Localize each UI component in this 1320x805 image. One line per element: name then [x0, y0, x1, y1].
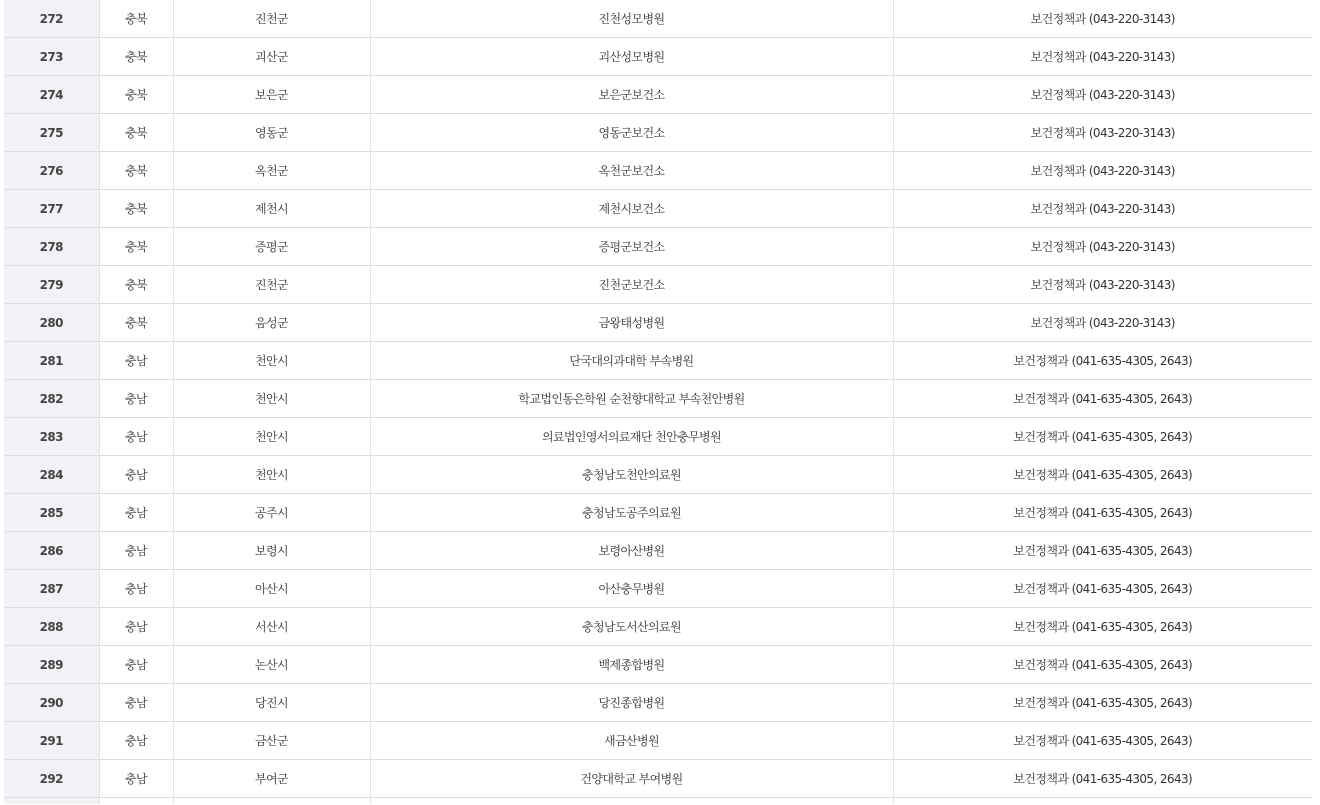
- institution-cell: 건양대학교 부여병원: [370, 760, 893, 798]
- institution-cell: 보령아산병원: [370, 532, 893, 570]
- city-cell: 아산시: [173, 570, 370, 608]
- contact-cell: 보건정책과 (041-635-4305, 2643): [893, 608, 1312, 646]
- contact-cell: 보건정책과 (041-635-4305, 2643): [893, 380, 1312, 418]
- institution-cell: 옥천군보건소: [370, 152, 893, 190]
- province-cell: 충북: [99, 114, 173, 152]
- table-row: [4, 152, 1312, 190]
- province-cell: 충남: [99, 418, 173, 456]
- row-number-cell: 283: [4, 418, 99, 456]
- table-row: [4, 380, 1312, 418]
- city-cell: 보은군: [173, 76, 370, 114]
- province-cell: 충북: [99, 190, 173, 228]
- contact-cell: 보건정책과 (041-635-4305, 2643): [893, 722, 1312, 760]
- row-number-cell: 290: [4, 684, 99, 722]
- row-number-cell: 276: [4, 152, 99, 190]
- row-number-cell: 289: [4, 646, 99, 684]
- table-row: [4, 190, 1312, 228]
- city-cell: 금산군: [173, 722, 370, 760]
- row-number-cell: 288: [4, 608, 99, 646]
- institution-cell: 충청남도서산의료원: [370, 608, 893, 646]
- row-number-cell: 279: [4, 266, 99, 304]
- contact-cell: 보건정책과 (041-635-4305, 2643): [893, 760, 1312, 798]
- row-number-cell: 291: [4, 722, 99, 760]
- institution-cell: 백제종합병원: [370, 646, 893, 684]
- empty-cell: [99, 798, 173, 805]
- institution-cell: 진천성모병원: [370, 0, 893, 38]
- city-cell: 옥천군: [173, 152, 370, 190]
- province-cell: 충북: [99, 152, 173, 190]
- contact-cell: 보건정책과 (043-220-3143): [893, 114, 1312, 152]
- table-row-partial: [4, 798, 1312, 805]
- contact-cell: 보건정책과 (041-635-4305, 2643): [893, 684, 1312, 722]
- institution-cell: 괴산성모병원: [370, 38, 893, 76]
- row-number-cell: 287: [4, 570, 99, 608]
- table-body: [4, 0, 1312, 804]
- table-row: [4, 760, 1312, 798]
- institution-cell: 영동군보건소: [370, 114, 893, 152]
- province-cell: 충북: [99, 0, 173, 38]
- row-number-cell: 281: [4, 342, 99, 380]
- city-cell: 천안시: [173, 456, 370, 494]
- province-cell: 충남: [99, 646, 173, 684]
- table-row: [4, 342, 1312, 380]
- table-row: [4, 532, 1312, 570]
- contact-cell: 보건정책과 (041-635-4305, 2643): [893, 342, 1312, 380]
- contact-cell: 보건정책과 (043-220-3143): [893, 266, 1312, 304]
- province-cell: 충남: [99, 380, 173, 418]
- city-cell: 천안시: [173, 380, 370, 418]
- institution-cell: 충청남도천안의료원: [370, 456, 893, 494]
- city-cell: 서산시: [173, 608, 370, 646]
- province-cell: 충남: [99, 456, 173, 494]
- institution-cell: 아산충무병원: [370, 570, 893, 608]
- row-number-cell: 273: [4, 38, 99, 76]
- province-cell: 충북: [99, 76, 173, 114]
- province-cell: 충남: [99, 722, 173, 760]
- contact-cell: 보건정책과 (043-220-3143): [893, 152, 1312, 190]
- table-row: [4, 418, 1312, 456]
- province-cell: 충남: [99, 494, 173, 532]
- table-row: [4, 684, 1312, 722]
- institution-cell: 진천군보건소: [370, 266, 893, 304]
- city-cell: 음성군: [173, 304, 370, 342]
- institution-cell: 증평군보건소: [370, 228, 893, 266]
- empty-cell: [370, 798, 893, 805]
- contact-cell: 보건정책과 (043-220-3143): [893, 304, 1312, 342]
- city-cell: 공주시: [173, 494, 370, 532]
- city-cell: 증평군: [173, 228, 370, 266]
- province-cell: 충남: [99, 608, 173, 646]
- institution-cell: 당진종합병원: [370, 684, 893, 722]
- city-cell: 당진시: [173, 684, 370, 722]
- table-row: [4, 228, 1312, 266]
- empty-cell: [893, 798, 1312, 805]
- institution-cell: 의료법인영서의료재단 천안충무병원: [370, 418, 893, 456]
- table-row: [4, 266, 1312, 304]
- row-number-cell: 272: [4, 0, 99, 38]
- row-number-cell: 275: [4, 114, 99, 152]
- city-cell: 진천군: [173, 266, 370, 304]
- institution-cell: 충청남도공주의료원: [370, 494, 893, 532]
- province-cell: 충남: [99, 684, 173, 722]
- city-cell: 논산시: [173, 646, 370, 684]
- empty-cell: [4, 798, 99, 805]
- contact-cell: 보건정책과 (043-220-3143): [893, 0, 1312, 38]
- contact-cell: 보건정책과 (043-220-3143): [893, 190, 1312, 228]
- contact-cell: 보건정책과 (043-220-3143): [893, 76, 1312, 114]
- row-number-cell: 285: [4, 494, 99, 532]
- city-cell: 괴산군: [173, 38, 370, 76]
- row-number-cell: 280: [4, 304, 99, 342]
- table-row: [4, 456, 1312, 494]
- institution-cell: 보은군보건소: [370, 76, 893, 114]
- contact-cell: 보건정책과 (041-635-4305, 2643): [893, 570, 1312, 608]
- row-number-cell: 274: [4, 76, 99, 114]
- table-row: [4, 0, 1312, 38]
- city-cell: 보령시: [173, 532, 370, 570]
- city-cell: 부여군: [173, 760, 370, 798]
- contact-cell: 보건정책과 (043-220-3143): [893, 228, 1312, 266]
- table-row: [4, 38, 1312, 76]
- province-cell: 충북: [99, 266, 173, 304]
- table-row: [4, 570, 1312, 608]
- table-row: [4, 76, 1312, 114]
- city-cell: 천안시: [173, 342, 370, 380]
- institution-cell: 학교법인동은학원 순천향대학교 부속천안병원: [370, 380, 893, 418]
- institution-cell: 금왕태성병원: [370, 304, 893, 342]
- institution-cell: 새금산병원: [370, 722, 893, 760]
- contact-cell: 보건정책과 (043-220-3143): [893, 38, 1312, 76]
- contact-cell: 보건정책과 (041-635-4305, 2643): [893, 532, 1312, 570]
- table-row: [4, 494, 1312, 532]
- institution-cell: 단국대의과대학 부속병원: [370, 342, 893, 380]
- city-cell: 영동군: [173, 114, 370, 152]
- row-number-cell: 282: [4, 380, 99, 418]
- row-number-cell: 284: [4, 456, 99, 494]
- province-cell: 충남: [99, 760, 173, 798]
- table-row: [4, 608, 1312, 646]
- empty-cell: [173, 798, 370, 805]
- contact-cell: 보건정책과 (041-635-4305, 2643): [893, 646, 1312, 684]
- contact-cell: 보건정책과 (041-635-4305, 2643): [893, 494, 1312, 532]
- row-number-cell: 278: [4, 228, 99, 266]
- province-cell: 충북: [99, 38, 173, 76]
- province-cell: 충남: [99, 570, 173, 608]
- contact-cell: 보건정책과 (041-635-4305, 2643): [893, 456, 1312, 494]
- row-number-cell: 277: [4, 190, 99, 228]
- province-cell: 충남: [99, 532, 173, 570]
- table-row: [4, 646, 1312, 684]
- province-cell: 충북: [99, 304, 173, 342]
- province-cell: 충남: [99, 342, 173, 380]
- city-cell: 제천시: [173, 190, 370, 228]
- city-cell: 진천군: [173, 0, 370, 38]
- contact-cell: 보건정책과 (041-635-4305, 2643): [893, 418, 1312, 456]
- hospital-table: [4, 0, 1312, 804]
- row-number-cell: 286: [4, 532, 99, 570]
- table-row: [4, 722, 1312, 760]
- table-row: [4, 304, 1312, 342]
- city-cell: 천안시: [173, 418, 370, 456]
- province-cell: 충북: [99, 228, 173, 266]
- table-row: [4, 114, 1312, 152]
- row-number-cell: 292: [4, 760, 99, 798]
- institution-cell: 제천시보건소: [370, 190, 893, 228]
